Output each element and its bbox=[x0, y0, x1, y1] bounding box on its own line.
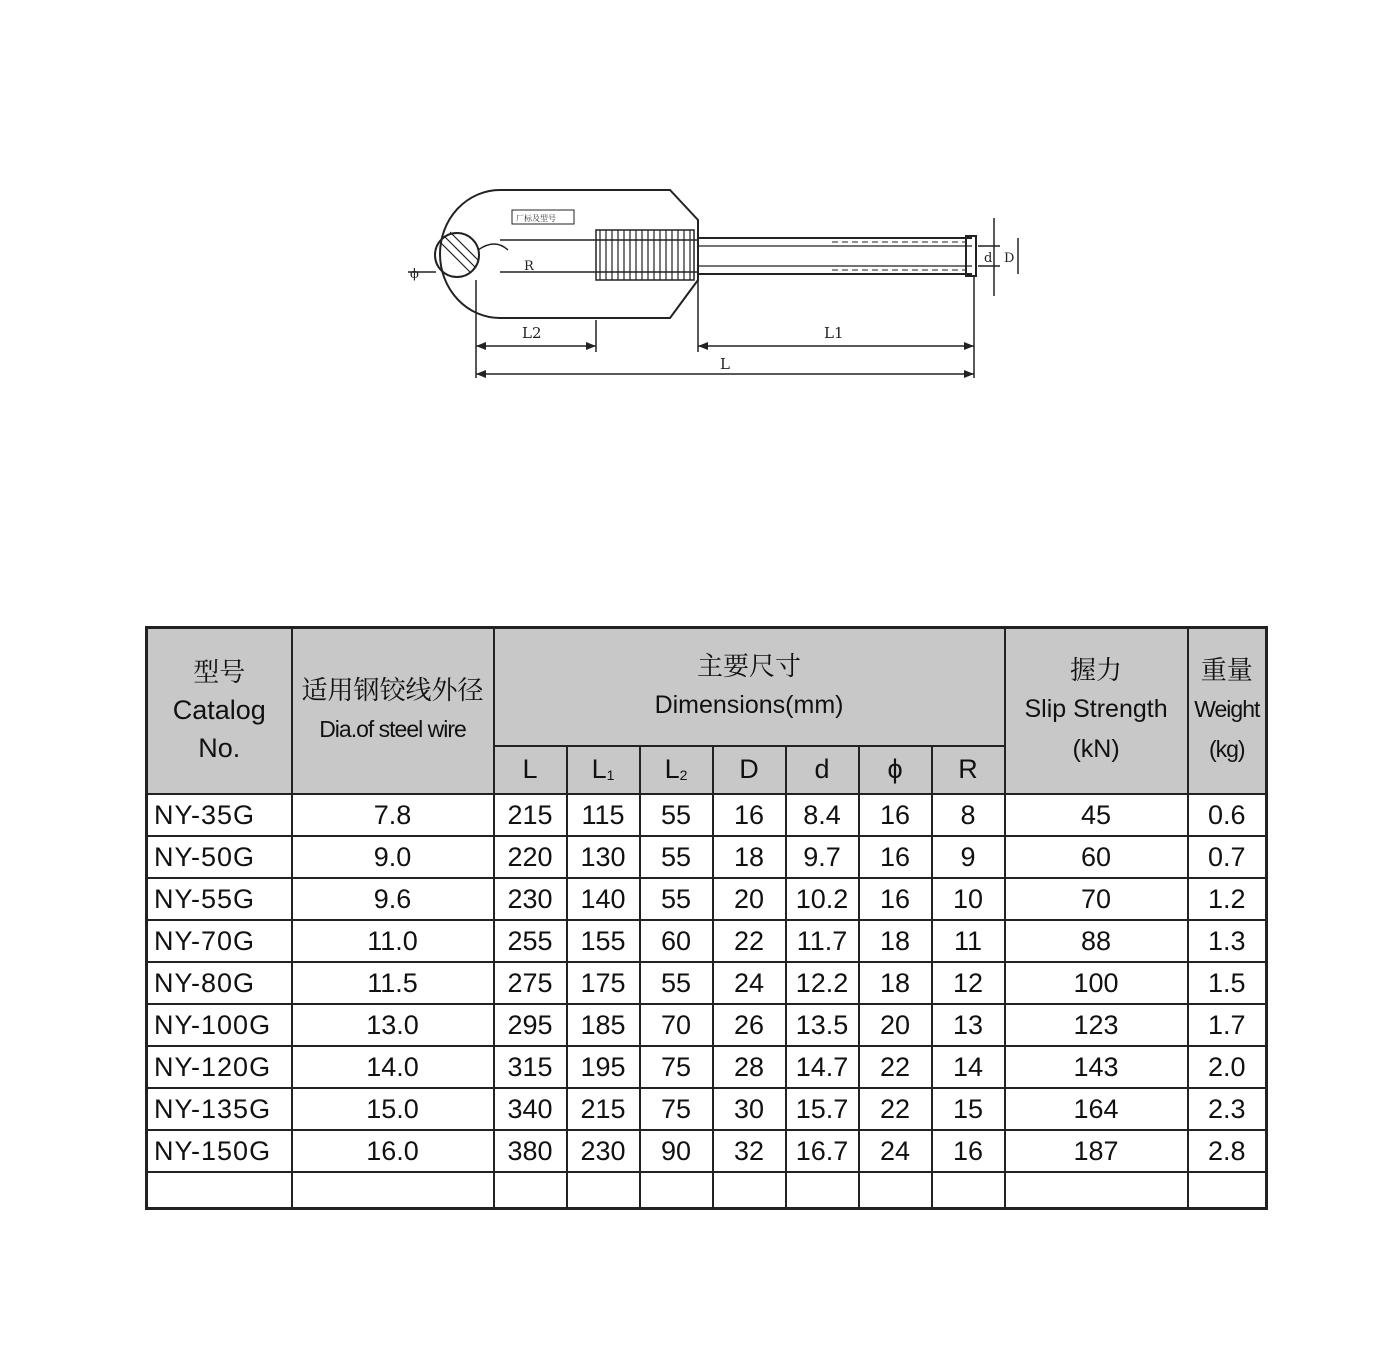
cell-catalog: NY-50G bbox=[147, 836, 292, 878]
cell-phi: 22 bbox=[859, 1046, 932, 1088]
cell-catalog: NY-35G bbox=[147, 794, 292, 836]
cell-L2: 55 bbox=[640, 794, 713, 836]
cell-dia: 7.8 bbox=[292, 794, 494, 836]
cell-D: 20 bbox=[713, 878, 786, 920]
cell-dia: 14.0 bbox=[292, 1046, 494, 1088]
cell-L: 255 bbox=[494, 920, 567, 962]
cell-L: 275 bbox=[494, 962, 567, 1004]
header-dimensions-en: Dimensions(mm) bbox=[654, 690, 844, 719]
cell-L1: 185 bbox=[567, 1004, 640, 1046]
table-row bbox=[147, 962, 1267, 1004]
cell-R: 9 bbox=[932, 836, 1005, 878]
header-slip-unit: (kN) bbox=[1072, 734, 1120, 763]
cell-L: 340 bbox=[494, 1088, 567, 1130]
cell-d: 15.7 bbox=[786, 1088, 859, 1130]
cell-R: 8 bbox=[932, 794, 1005, 836]
header-slip-en: Slip Strength bbox=[1024, 694, 1168, 723]
spacer-cell bbox=[147, 1172, 292, 1209]
cell-L2: 70 bbox=[640, 1004, 713, 1046]
dim-label-D: D bbox=[1004, 251, 1015, 266]
technical-drawing bbox=[400, 180, 1040, 390]
cell-dia: 11.0 bbox=[292, 920, 494, 962]
cell-D: 22 bbox=[713, 920, 786, 962]
spacer-cell bbox=[1005, 1172, 1188, 1209]
cell-L2: 55 bbox=[640, 878, 713, 920]
subheader-L2-base: L bbox=[664, 754, 680, 784]
cell-L: 295 bbox=[494, 1004, 567, 1046]
table-row-spacer bbox=[147, 1172, 1267, 1209]
cell-phi: 18 bbox=[859, 920, 932, 962]
header-dia-en: Dia.of steel wire bbox=[319, 715, 466, 742]
cell-R: 12 bbox=[932, 962, 1005, 1004]
cell-L1: 230 bbox=[567, 1130, 640, 1172]
cell-L2: 75 bbox=[640, 1088, 713, 1130]
cell-dia: 15.0 bbox=[292, 1088, 494, 1130]
cell-slip: 123 bbox=[1005, 1004, 1188, 1046]
cell-L2: 55 bbox=[640, 962, 713, 1004]
cell-L1: 175 bbox=[567, 962, 640, 1004]
cell-R: 10 bbox=[932, 878, 1005, 920]
header-catalog-en: Catalog bbox=[172, 694, 266, 725]
cell-catalog: NY-55G bbox=[147, 878, 292, 920]
header-dia bbox=[292, 628, 494, 794]
cell-R: 16 bbox=[932, 1130, 1005, 1172]
spacer-cell bbox=[494, 1172, 567, 1209]
cell-L2: 75 bbox=[640, 1046, 713, 1088]
cell-phi: 20 bbox=[859, 1004, 932, 1046]
subheader-L: L bbox=[494, 746, 567, 794]
spec-table bbox=[145, 626, 1268, 1210]
cell-slip: 88 bbox=[1005, 920, 1188, 962]
cell-weight: 0.6 bbox=[1188, 794, 1267, 836]
cell-d: 10.2 bbox=[786, 878, 859, 920]
header-weight-en: Weight bbox=[1194, 695, 1260, 722]
table-row bbox=[147, 1046, 1267, 1088]
subheader-L1-sub: 1 bbox=[606, 767, 615, 783]
cell-phi: 18 bbox=[859, 962, 932, 1004]
header-catalog-zh: 型号 bbox=[193, 657, 246, 688]
table-row bbox=[147, 878, 1267, 920]
cell-weight: 1.7 bbox=[1188, 1004, 1267, 1046]
cell-L2: 60 bbox=[640, 920, 713, 962]
cell-L: 380 bbox=[494, 1130, 567, 1172]
header-dia-zh: 适用钢铰线外径 bbox=[301, 675, 484, 706]
cell-d: 13.5 bbox=[786, 1004, 859, 1046]
cell-d: 11.7 bbox=[786, 920, 859, 962]
header-catalog-no: No. bbox=[198, 732, 241, 763]
spacer-cell bbox=[292, 1172, 494, 1209]
cell-dia: 9.0 bbox=[292, 836, 494, 878]
cell-D: 28 bbox=[713, 1046, 786, 1088]
cell-L1: 140 bbox=[567, 878, 640, 920]
header-weight-zh: 重量 bbox=[1200, 655, 1253, 686]
subheader-D: D bbox=[713, 746, 786, 794]
cell-catalog: NY-80G bbox=[147, 962, 292, 1004]
cell-d: 14.7 bbox=[786, 1046, 859, 1088]
table-row bbox=[147, 920, 1267, 962]
cell-D: 18 bbox=[713, 836, 786, 878]
subheader-L2-sub: 2 bbox=[679, 767, 688, 783]
header-weight bbox=[1188, 628, 1267, 794]
dim-label-d: d bbox=[984, 251, 993, 266]
header-weight-unit: (kg) bbox=[1208, 735, 1245, 762]
cell-phi: 24 bbox=[859, 1130, 932, 1172]
cell-L: 220 bbox=[494, 836, 567, 878]
subheader-R: R bbox=[932, 746, 1005, 794]
cell-R: 13 bbox=[932, 1004, 1005, 1046]
cell-catalog: NY-150G bbox=[147, 1130, 292, 1172]
spacer-cell bbox=[567, 1172, 640, 1209]
spacer-cell bbox=[640, 1172, 713, 1209]
cell-slip: 60 bbox=[1005, 836, 1188, 878]
cell-weight: 2.8 bbox=[1188, 1130, 1267, 1172]
table-row bbox=[147, 836, 1267, 878]
cell-d: 8.4 bbox=[786, 794, 859, 836]
table-row bbox=[147, 1088, 1267, 1130]
spacer-cell bbox=[786, 1172, 859, 1209]
cell-d: 16.7 bbox=[786, 1130, 859, 1172]
subheader-phi: ϕ bbox=[859, 746, 932, 794]
cell-slip: 100 bbox=[1005, 962, 1188, 1004]
stamp-label: 厂标及型号 bbox=[516, 214, 556, 223]
cell-catalog: NY-120G bbox=[147, 1046, 292, 1088]
cell-weight: 1.3 bbox=[1188, 920, 1267, 962]
cell-weight: 1.5 bbox=[1188, 962, 1267, 1004]
compression-clamp-diagram bbox=[400, 180, 1040, 390]
cell-D: 30 bbox=[713, 1088, 786, 1130]
cell-d: 9.7 bbox=[786, 836, 859, 878]
dim-label-L: L bbox=[720, 355, 730, 373]
cell-catalog: NY-100G bbox=[147, 1004, 292, 1046]
cell-L2: 55 bbox=[640, 836, 713, 878]
cell-phi: 22 bbox=[859, 1088, 932, 1130]
table-row bbox=[147, 1130, 1267, 1172]
cell-L1: 215 bbox=[567, 1088, 640, 1130]
cell-D: 16 bbox=[713, 794, 786, 836]
cell-slip: 45 bbox=[1005, 794, 1188, 836]
cell-weight: 2.0 bbox=[1188, 1046, 1267, 1088]
spacer-cell bbox=[1188, 1172, 1267, 1209]
dim-label-L1: L1 bbox=[824, 324, 844, 342]
cell-phi: 16 bbox=[859, 878, 932, 920]
header-slip-zh: 握力 bbox=[1070, 655, 1123, 686]
table-row bbox=[147, 1004, 1267, 1046]
cell-d: 12.2 bbox=[786, 962, 859, 1004]
cell-R: 14 bbox=[932, 1046, 1005, 1088]
cell-phi: 16 bbox=[859, 794, 932, 836]
header-catalog bbox=[147, 628, 292, 794]
cell-weight: 2.3 bbox=[1188, 1088, 1267, 1130]
cell-D: 24 bbox=[713, 962, 786, 1004]
dim-label-R: R bbox=[524, 259, 534, 274]
header-slip-strength bbox=[1005, 628, 1188, 794]
cell-L1: 115 bbox=[567, 794, 640, 836]
cell-L: 215 bbox=[494, 794, 567, 836]
cell-L: 315 bbox=[494, 1046, 567, 1088]
cell-dia: 9.6 bbox=[292, 878, 494, 920]
spec-table-body bbox=[147, 794, 1267, 1209]
cell-L1: 155 bbox=[567, 920, 640, 962]
cell-weight: 1.2 bbox=[1188, 878, 1267, 920]
spacer-cell bbox=[932, 1172, 1005, 1209]
cell-L1: 130 bbox=[567, 836, 640, 878]
cell-weight: 0.7 bbox=[1188, 836, 1267, 878]
subheader-L1-base: L bbox=[591, 754, 607, 784]
header-dimensions bbox=[494, 628, 1005, 746]
cell-L: 230 bbox=[494, 878, 567, 920]
dim-label-L2: L2 bbox=[522, 324, 542, 342]
cell-phi: 16 bbox=[859, 836, 932, 878]
cell-dia: 13.0 bbox=[292, 1004, 494, 1046]
cell-D: 32 bbox=[713, 1130, 786, 1172]
cell-catalog: NY-70G bbox=[147, 920, 292, 962]
cell-slip: 70 bbox=[1005, 878, 1188, 920]
dim-label-phi: ϕ bbox=[410, 267, 419, 282]
cell-L2: 90 bbox=[640, 1130, 713, 1172]
subheader-L1 bbox=[567, 746, 640, 794]
subheader-d: d bbox=[786, 746, 859, 794]
cell-slip: 164 bbox=[1005, 1088, 1188, 1130]
table-row bbox=[147, 794, 1267, 836]
cell-slip: 187 bbox=[1005, 1130, 1188, 1172]
cell-catalog: NY-135G bbox=[147, 1088, 292, 1130]
cell-R: 11 bbox=[932, 920, 1005, 962]
cell-R: 15 bbox=[932, 1088, 1005, 1130]
cell-dia: 11.5 bbox=[292, 962, 494, 1004]
cell-L1: 195 bbox=[567, 1046, 640, 1088]
header-dimensions-zh: 主要尺寸 bbox=[697, 651, 802, 682]
spacer-cell bbox=[713, 1172, 786, 1209]
cell-D: 26 bbox=[713, 1004, 786, 1046]
spacer-cell bbox=[859, 1172, 932, 1209]
cell-slip: 143 bbox=[1005, 1046, 1188, 1088]
cell-dia: 16.0 bbox=[292, 1130, 494, 1172]
subheader-L2 bbox=[640, 746, 713, 794]
